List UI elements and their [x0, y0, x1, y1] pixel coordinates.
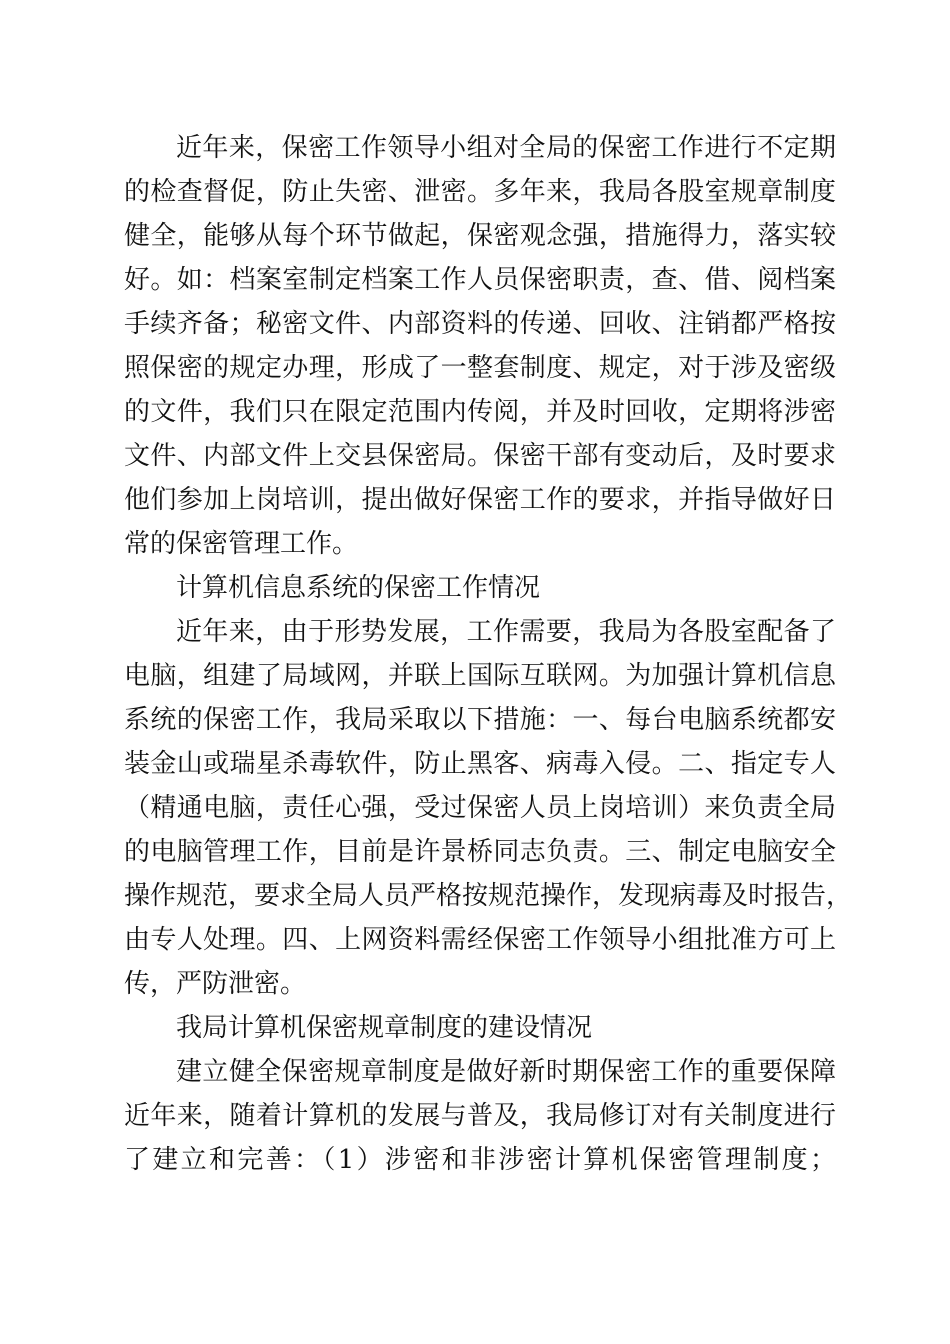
paragraph-line: 的电脑管理工作，目前是许景桥同志负责。三、制定电脑安全: [124, 837, 836, 867]
paragraph-line: 健全，能够从每个环节做起，保密观念强，措施得力，落实较: [124, 221, 836, 251]
paragraph-line: （精通电脑，责任心强，受过保密人员上岗培训）来负责全局: [124, 793, 836, 823]
paragraph-line: 近年来，保密工作领导小组对全局的保密工作进行不定期: [176, 133, 836, 163]
paragraph-line: 文件、内部文件上交县保密局。保密干部有变动后，及时要求: [124, 441, 836, 471]
paragraph-line: 操作规范，要求全局人员严格按规范操作，发现病毒及时报告，: [124, 881, 853, 911]
paragraph-line: 手续齐备；秘密文件、内部资料的传递、回收、注销都严格按: [124, 309, 836, 339]
paragraph-line: 近年来，由于形势发展，工作需要，我局为各股室配备了: [176, 617, 836, 647]
paragraph-line: 装金山或瑞星杀毒软件，防止黑客、病毒入侵。二、指定专人: [124, 749, 836, 779]
paragraph-line: 系统的保密工作，我局采取以下措施：一、每台电脑系统都安: [124, 705, 836, 735]
section-heading: 我局计算机保密规章制度的建设情况: [176, 1013, 593, 1043]
section-heading: 计算机信息系统的保密工作情况: [176, 573, 541, 603]
paragraph-line: 常的保密管理工作。: [124, 529, 359, 559]
paragraph-line: 建立健全保密规章制度是做好新时期保密工作的重要保障: [176, 1057, 836, 1087]
document-body: [124, 126, 853, 1182]
paragraph-line: 的文件，我们只在限定范围内传阅，并及时回收，定期将涉密: [124, 397, 836, 427]
paragraph-line: 好。如：档案室制定档案工作人员保密职责，查、借、阅档案: [124, 265, 836, 295]
paragraph-line: 他们参加上岗培训，提出做好保密工作的要求，并指导做好日: [124, 485, 836, 515]
paragraph-line: 了建立和完善：（1）涉密和非涉密计算机保密管理制度；: [124, 1145, 836, 1175]
paragraph-line: 照保密的规定办理，形成了一整套制度、规定，对于涉及密级: [124, 353, 836, 383]
paragraph-line: 电脑，组建了局域网，并联上国际互联网。为加强计算机信息: [124, 661, 836, 691]
paragraph-line: 的检查督促，防止失密、泄密。多年来，我局各股室规章制度: [124, 177, 836, 207]
paragraph-line: 由专人处理。四、上网资料需经保密工作领导小组批准方可上: [124, 925, 836, 955]
paragraph-line: 近年来，随着计算机的发展与普及，我局修订对有关制度进行: [124, 1101, 836, 1131]
paragraph-line: 传，严防泄密。: [124, 969, 307, 999]
